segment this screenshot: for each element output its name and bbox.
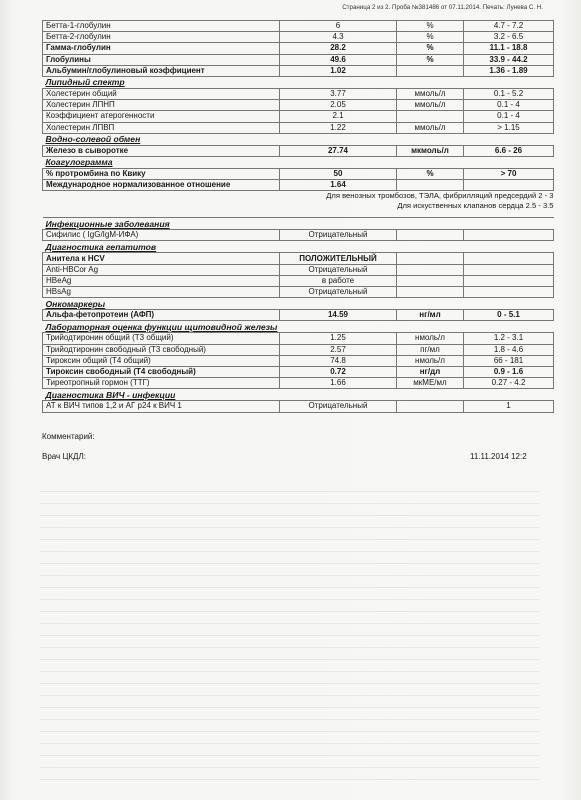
test-name-cell: Тироксин свободный (Т4 свободный) [43, 366, 280, 377]
section-title: Липидный спектр [43, 76, 554, 88]
doctor-label: Врач ЦКДЛ: [42, 452, 86, 461]
table-row [43, 122, 554, 133]
reference-range-cell [464, 253, 554, 264]
table-row [43, 264, 554, 275]
reference-range-cell: 0 - 5.1 [464, 310, 554, 321]
comment-label: Комментарий: [42, 432, 95, 441]
result-value-cell: в работе [280, 275, 397, 286]
unit-cell [397, 111, 464, 122]
result-value-cell: 27.74 [280, 145, 397, 156]
result-value-cell: 0.72 [280, 366, 397, 377]
table-row [43, 88, 554, 99]
unit-cell [397, 65, 464, 76]
reference-range-cell: > 70 [464, 168, 554, 179]
table-row [43, 111, 554, 122]
test-name-cell: Трийодтиронин общий (Т3 общий) [43, 333, 280, 344]
test-name-cell: АТ к ВИЧ типов 1,2 и АГ р24 к ВИЧ 1 [43, 401, 280, 412]
table-row [43, 180, 554, 191]
reference-note [43, 201, 554, 211]
result-value-cell: 14.59 [280, 310, 397, 321]
result-value-cell: ПОЛОЖИТЕЛЬНЫЙ [280, 253, 397, 264]
test-name-cell: Бетта-1-глобулин [43, 21, 280, 32]
results-table [42, 20, 554, 413]
section-title: Лабораторная оценка функции щитовидной железы [43, 321, 554, 333]
table-row [43, 54, 554, 65]
test-name-cell: Холестерин ЛПВП [43, 122, 280, 133]
unit-cell: нмоль/л [397, 333, 464, 344]
table-row [43, 100, 554, 111]
unit-cell: % [397, 43, 464, 54]
reference-range-cell: 1.36 - 1.89 [464, 65, 554, 76]
reference-range-cell: 0.9 - 1.6 [464, 366, 554, 377]
page-header: Страница 2 из 2. Проба №381486 от 07.11.2014. Печать: Лунева С. Н. [342, 4, 543, 11]
test-name-cell: Трийодтиронин свободный (Т3 свободный) [43, 344, 280, 355]
table-row [43, 344, 554, 355]
reference-range-cell: 0.27 - 4.2 [464, 378, 554, 389]
table-row [43, 230, 554, 241]
unit-cell [397, 275, 464, 286]
reference-range-cell: 6.6 - 26 [464, 145, 554, 156]
section-header [43, 241, 554, 253]
table-row [43, 355, 554, 366]
result-value-cell: 3.77 [280, 88, 397, 99]
test-name-cell: % протромбина по Квику [43, 168, 280, 179]
reference-note [43, 191, 554, 202]
result-value-cell: 2.05 [280, 100, 397, 111]
unit-cell: мкМЕ/мл [397, 378, 464, 389]
result-value-cell: 4.3 [280, 32, 397, 43]
reference-range-cell: 1.8 - 4.6 [464, 344, 554, 355]
reference-range-cell [464, 230, 554, 241]
unit-cell: нг/мл [397, 310, 464, 321]
test-name-cell: Тиреотропный гормон (ТТГ) [43, 378, 280, 389]
section-header [43, 156, 554, 168]
reference-range-cell [464, 287, 554, 298]
reference-range-cell: 0.1 - 4 [464, 100, 554, 111]
reference-range-cell [464, 180, 554, 191]
test-name-cell: Глобулины [43, 54, 280, 65]
table-row [43, 366, 554, 377]
table-row [43, 168, 554, 179]
reference-range-cell: 0.1 - 5.2 [464, 88, 554, 99]
section-header [43, 218, 554, 230]
result-value-cell: 50 [280, 168, 397, 179]
result-value-cell: 49.6 [280, 54, 397, 65]
test-name-cell: Бетта-2-глобулин [43, 32, 280, 43]
table-row [43, 287, 554, 298]
table-row [43, 145, 554, 156]
unit-cell: % [397, 21, 464, 32]
result-value-cell: 1.02 [280, 65, 397, 76]
test-name-cell: Холестерин общий [43, 88, 280, 99]
reference-range-cell [464, 264, 554, 275]
test-name-cell: HBsAg [43, 287, 280, 298]
section-header [43, 321, 554, 333]
section-title: Водно-солевой обмен [43, 133, 554, 145]
result-value-cell: 1.25 [280, 333, 397, 344]
reference-range-cell: 66 - 181 [464, 355, 554, 366]
unit-cell [397, 253, 464, 264]
result-value-cell: 1.22 [280, 122, 397, 133]
result-value-cell: 1.64 [280, 180, 397, 191]
section-title: Онкомаркеры [43, 298, 554, 310]
reference-range-cell: 4.7 - 7.2 [464, 21, 554, 32]
reference-range-cell: 11.1 - 18.8 [464, 43, 554, 54]
test-name-cell: Международное нормализованное отношение [43, 180, 280, 191]
result-value-cell: 2.1 [280, 111, 397, 122]
test-name-cell: HBeAg [43, 275, 280, 286]
reference-range-cell [464, 275, 554, 286]
bleed-through-background [40, 480, 540, 780]
section-header [43, 389, 554, 401]
unit-cell: мкмоль/л [397, 145, 464, 156]
note-text: Для искуственных клапанов сердца 2.5 - 3.5 [397, 201, 554, 211]
unit-cell: ммоль/л [397, 100, 464, 111]
unit-cell: нмоль/л [397, 355, 464, 366]
section-title: Диагностика гепатитов [43, 241, 554, 253]
result-value-cell: Отрицательный [280, 230, 397, 241]
section-header [43, 298, 554, 310]
unit-cell [397, 180, 464, 191]
result-value-cell: 74.8 [280, 355, 397, 366]
unit-cell [397, 401, 464, 412]
test-name-cell: Сифилис ( IgG/IgM-ИФА) [43, 230, 280, 241]
table-row [43, 401, 554, 412]
section-header [43, 133, 554, 145]
reference-range-cell: 1.2 - 3.1 [464, 333, 554, 344]
section-title: Диагностика ВИЧ - инфекции [43, 389, 554, 401]
table-row [43, 378, 554, 389]
reference-range-cell: 3.2 - 6.5 [464, 32, 554, 43]
reference-range-cell: 33.9 - 44.2 [464, 54, 554, 65]
unit-cell: ммоль/л [397, 122, 464, 133]
result-value-cell: Отрицательный [280, 401, 397, 412]
result-value-cell: 2.57 [280, 344, 397, 355]
unit-cell: % [397, 32, 464, 43]
section-title: Коагулограмма [43, 156, 554, 168]
test-name-cell: Тироксин общий (Т4 общий) [43, 355, 280, 366]
unit-cell [397, 287, 464, 298]
table-row [43, 21, 554, 32]
table-row [43, 333, 554, 344]
result-value-cell: Отрицательный [280, 287, 397, 298]
result-value-cell: 1.66 [280, 378, 397, 389]
test-name-cell: Анитела к HCV [43, 253, 280, 264]
unit-cell: ммоль/л [397, 88, 464, 99]
table-row [43, 43, 554, 54]
section-title: Инфекционные заболевания [43, 218, 554, 230]
unit-cell: нг/дл [397, 366, 464, 377]
test-name-cell: Коэффициент атерогенности [43, 111, 280, 122]
test-name-cell: Холестерин ЛПНП [43, 100, 280, 111]
test-name-cell: Железо в сыворотке [43, 145, 280, 156]
print-date: 11.11.2014 12:2 [470, 452, 527, 461]
reference-range-cell: 0.1 - 4 [464, 111, 554, 122]
reference-range-cell: 1 [464, 401, 554, 412]
test-name-cell: Альфа-фетопротеин (АФП) [43, 310, 280, 321]
table-row [43, 32, 554, 43]
test-name-cell: Альбумин/глобулиновый коэффициент [43, 65, 280, 76]
test-name-cell: Гамма-глобулин [43, 43, 280, 54]
section-header [43, 76, 554, 88]
unit-cell: % [397, 168, 464, 179]
table-row [43, 253, 554, 264]
table-row [43, 65, 554, 76]
result-value-cell: 28.2 [280, 43, 397, 54]
unit-cell: % [397, 54, 464, 65]
unit-cell [397, 230, 464, 241]
unit-cell: пг/мл [397, 344, 464, 355]
unit-cell [397, 264, 464, 275]
result-value-cell: Отрицательный [280, 264, 397, 275]
table-row [43, 310, 554, 321]
result-value-cell: 6 [280, 21, 397, 32]
table-row [43, 275, 554, 286]
test-name-cell: Anti-HBCor Ag [43, 264, 280, 275]
reference-range-cell: > 1.15 [464, 122, 554, 133]
note-text: Для венозных тромбозов, ТЭЛА, фибрилляций предсердий 2 - 3 [326, 191, 554, 201]
